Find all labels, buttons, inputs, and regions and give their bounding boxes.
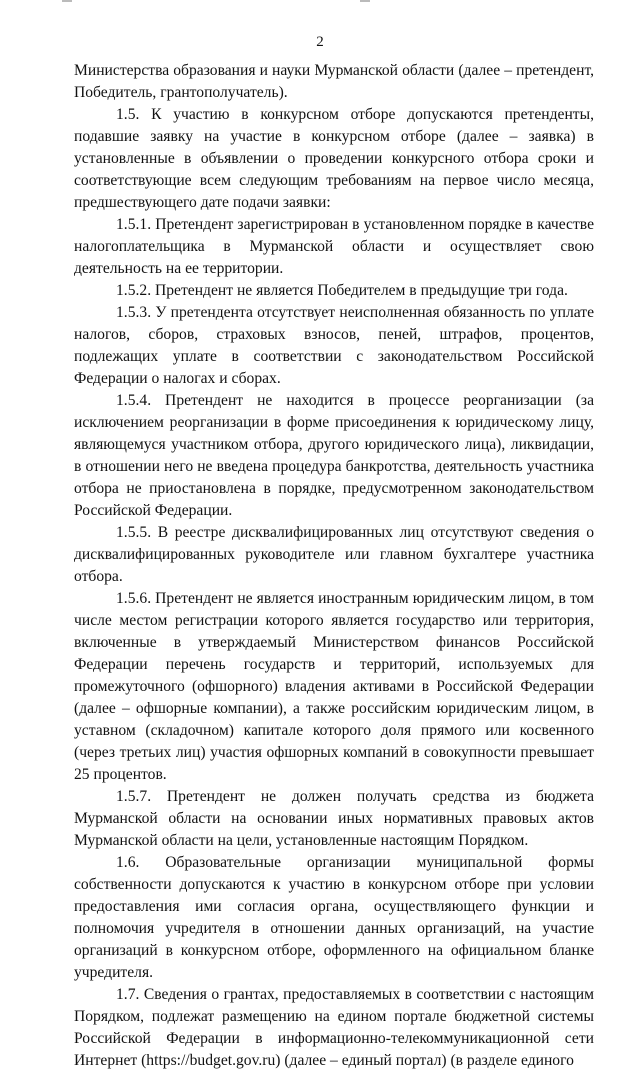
document-body [74, 60, 594, 1072]
paragraph-1-6: 1.6. Образовательные организации муниципальной формы собственности допускаются к участию в конкурсном отборе при условии предоставления ими согласия органа, осуществляющего функции и полномочия учредителя в отношении данных организаций, на участие организаций в конкурсном отборе, оформленного на официальном бланке учредителя. [74, 854, 594, 981]
paragraph-1-5-2: 1.5.2. Претендент не является Победителем в предыдущие три года. [116, 282, 568, 299]
scan-edge-mark-right [360, 0, 370, 2]
paragraph-1-5-3: 1.5.3. У претендента отсутствует неисполненная обязанность по уплате налогов, сборов, страховых взносов, пеней, штрафов, процентов, подлежащих уплате в соответствии с законодательством Российской Федерации о налогах и сборах. [74, 304, 594, 387]
paragraph-1-5-7: 1.5.7. Претендент не должен получать средства из бюджета Мурманской области на основании иных нормативных правовых актов Мурманской области на цели, установленные настоящим Порядком. [74, 788, 594, 849]
paragraph-1-5-1: 1.5.1. Претендент зарегистрирован в установленном порядке в качестве налогоплательщика в Мурманской области и осуществляет свою деятельность на ее территории. [74, 216, 594, 277]
paragraph-1-5: 1.5. К участию в конкурсном отборе допускаются претенденты, подавшие заявку на участие в конкурсном отборе (далее – заявка) в установленные в объявлении о проведении конкурсного отбора сроки и соответствующие всем следующим требованиям на первое число месяца, предшествующего дате подачи заявки: [74, 106, 594, 211]
paragraph-continuation: Министерства образования и науки Мурманской области (далее – претендент, Победитель, грантополучатель). [74, 62, 594, 101]
scan-edge-mark-left [62, 0, 72, 2]
paragraph-1-5-4: 1.5.4. Претендент не находится в процессе реорганизации (за исключением реорганизации в форме присоединения к юридическому лицу, являющемуся участником отбора, другого юридического лица), ликвидации, в отношении него не введена процедура банкротства, деятельность участника отбора не приостановлена в порядке, предусмотренном законодательством Российской Федерации. [74, 392, 594, 519]
paragraph-1-7: 1.7. Сведения о грантах, предоставляемых в соответствии с настоящим Порядком, подлежат размещению на едином портале бюджетной системы Российской Федерации в информационно-телекоммуникационной сети Интернет (https://budget.gov.ru) (далее – единый портал) (в разделе единого [74, 986, 594, 1069]
page-number: 2 [316, 34, 324, 50]
paragraph-1-5-5: 1.5.5. В реестре дисквалифицированных лиц отсутствуют сведения о дисквалифицированных руководителе или главном бухгалтере участника отбора. [74, 524, 594, 585]
paragraph-1-5-6: 1.5.6. Претендент не является иностранным юридическим лицом, в том числе местом регистрации которого является государство или территория, включенные в утверждаемый Министерством финансов Российской Федерации перечень государств и территорий, используемых для промежуточного (офшорного) владения активами в Российской Федерации (далее – офшорные компании), а также российским юридическим лицом, в уставном (складочном) капитале которого доля прямого или косвенного (через третьих лиц) участия офшорных компаний в совокупности превышает 25 процентов. [74, 590, 594, 783]
